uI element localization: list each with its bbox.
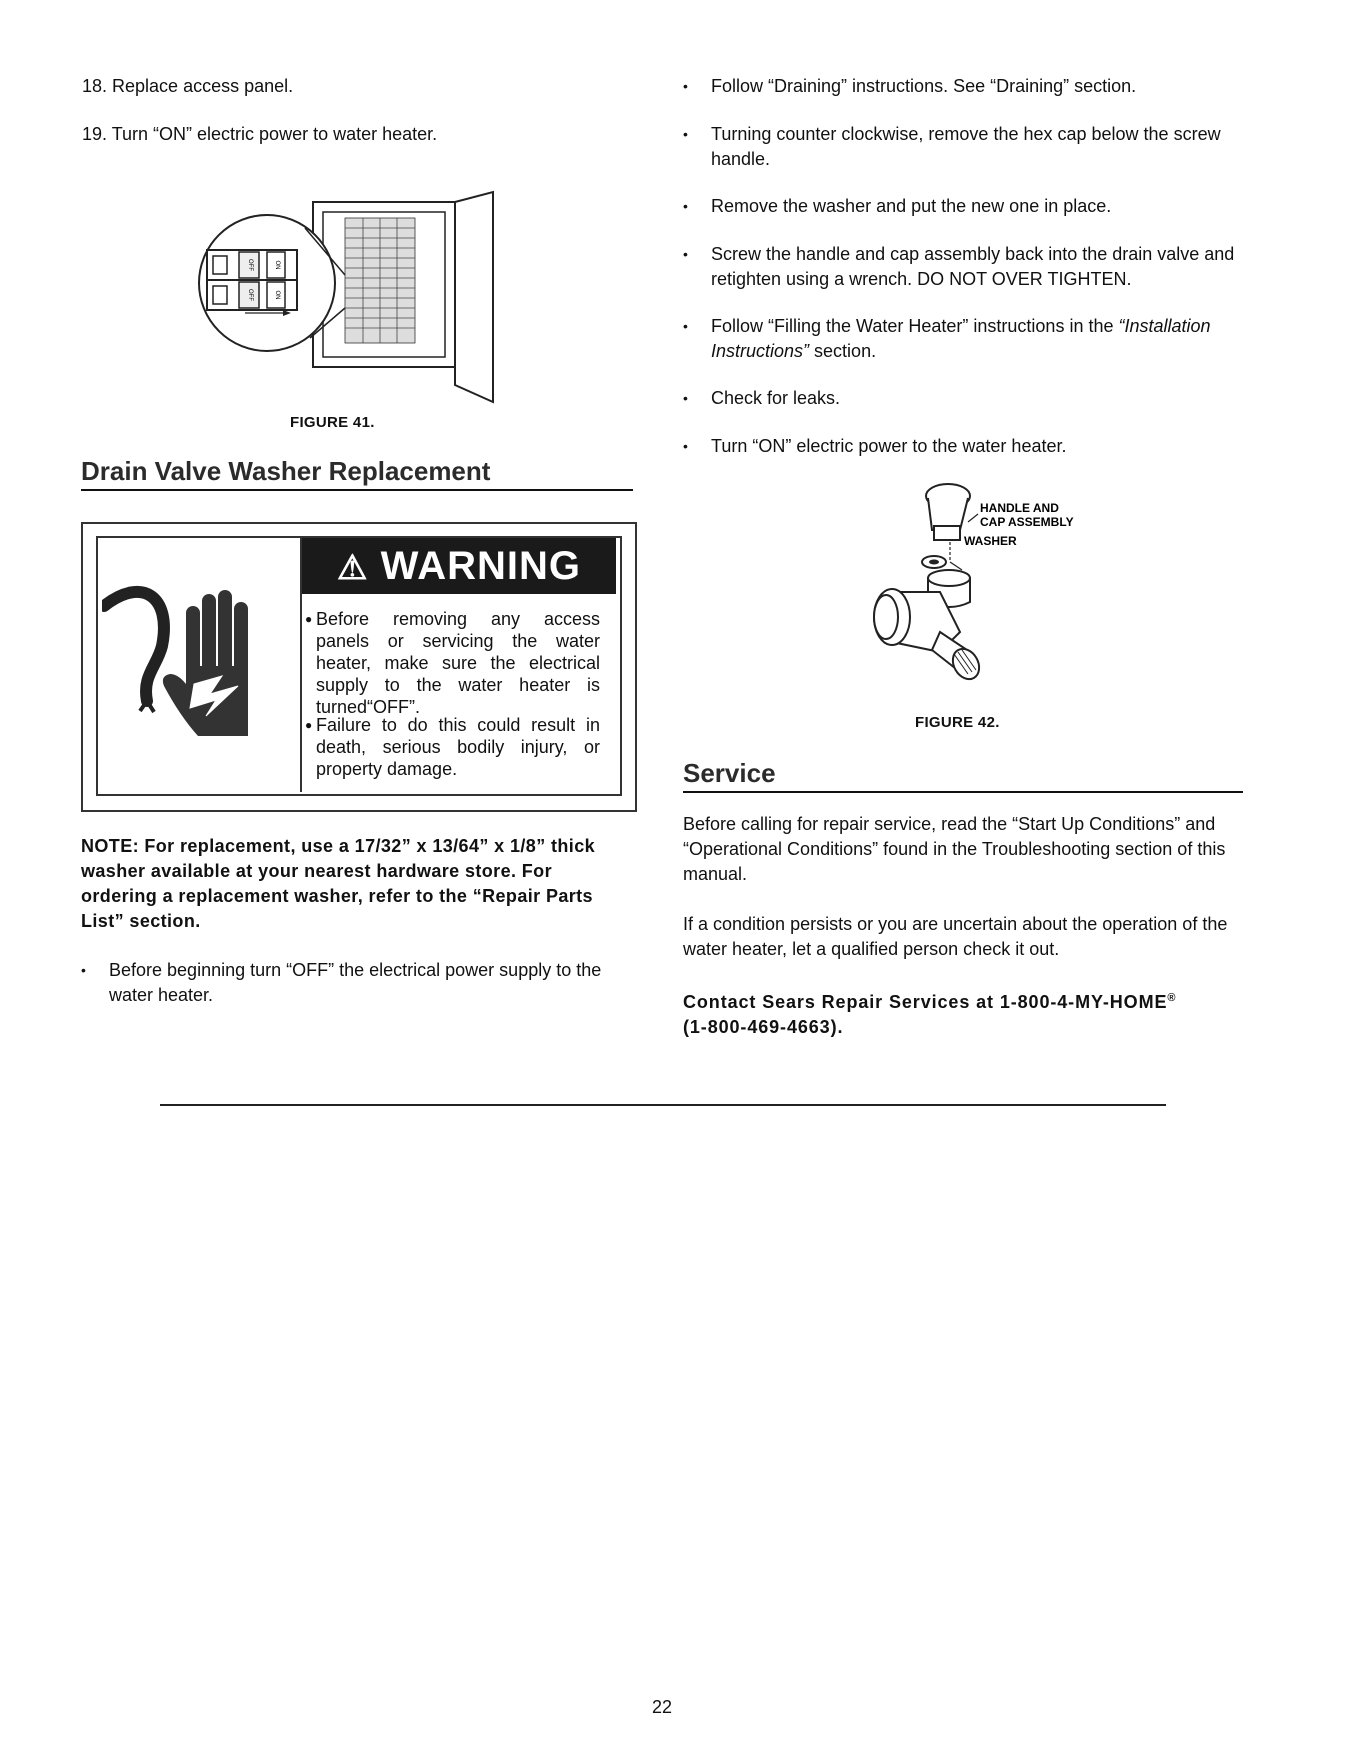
handle-label-line2: CAP ASSEMBLY — [980, 515, 1074, 529]
service-paragraph-2: If a condition persists or you are uncertain about the operation of the water heater, let a qualified person check it out. — [683, 914, 1228, 959]
figure-42-caption: FIGURE 42. — [915, 714, 1000, 731]
right-bullet-check-leaks-text: Check for leaks. — [711, 388, 841, 408]
before-beginning-bullet: • Before beginning turn “OFF” the electrical power supply to the water heater. — [81, 958, 633, 1008]
washer-label: WASHER — [964, 534, 1017, 548]
contact-line-2: (1-800-469-4663). — [683, 1017, 844, 1037]
filling-text-after: section. — [809, 341, 877, 361]
installation-instructions-ref: “Installation Instructions” — [711, 316, 1211, 361]
step-19: 19. Turn “ON” electric power to water heater. — [82, 124, 438, 144]
step-18: 18. Replace access panel. — [82, 76, 294, 96]
warning-triangle-icon: ⚠ — [337, 549, 369, 587]
right-bullet-check-leaks: • Check for leaks. — [683, 386, 1243, 411]
breaker-label-on-1: ON — [274, 260, 280, 270]
right-bullet-washer: • Remove the washer and put the new one in place. — [683, 194, 1243, 219]
right-bullet-filling: • Follow “Filling the Water Heater” instructions in the “Installation Instructions” section. — [683, 314, 1243, 364]
page-number: 22 — [652, 1697, 673, 1717]
right-bullet-hex-cap: • Turning counter clockwise, remove the hex cap below the screw handle. — [683, 122, 1243, 172]
page-divider — [160, 1104, 1166, 1106]
warning-bullet-1-text: Before removing any access panels or servicing the water heater, make sure the electrical supply to the water heater is turned“OFF”. — [316, 609, 600, 717]
breaker-label-on-2: ON — [274, 290, 280, 300]
replacement-note: NOTE: For replacement, use a 17/32” x 13/64” x 1/8” thick washer available at your nearest hardware store. For ordering a replacement washer, refer to the “Repair Parts List” section. — [81, 836, 596, 931]
right-bullet-screw-handle: • Screw the handle and cap assembly back into the drain valve and retighten using a wrench. DO NOT OVER TIGHTEN. — [683, 242, 1243, 292]
breaker-label-off-1: OFF — [247, 259, 253, 271]
right-bullet-draining-text: Follow “Draining” instructions. See “Draining” section. — [711, 76, 1137, 96]
right-bullet-power-on: • Turn “ON” electric power to the water heater. — [683, 434, 1243, 459]
warning-bullet-1: ● Before removing any access panels or servicing the water heater, make sure the electrical supply to the water heater is turned“OFF”. — [305, 609, 600, 717]
contact-line-1: Contact Sears Repair Services at 1-800-4-MY-HOME — [683, 992, 1168, 1012]
electric-shock-hand-icon — [102, 566, 288, 752]
contact-sears — [683, 986, 1263, 1040]
right-bullet-power-on-text: Turn “ON” electric power to the water heater. — [711, 436, 1067, 456]
warning-bullet-2-text: Failure to do this could result in death, serious bodily injury, or property damage. — [316, 715, 600, 779]
service-section-title: Service — [683, 758, 1243, 793]
right-bullet-filling-text — [711, 314, 1243, 364]
figure-41-caption: FIGURE 41. — [290, 414, 375, 431]
right-bullet-draining: • Follow “Draining” instructions. See “Draining” section. — [683, 74, 1243, 99]
right-bullet-hex-cap-text: Turning counter clockwise, remove the hex cap below the screw handle. — [711, 124, 1221, 169]
right-bullet-washer-text: Remove the washer and put the new one in place. — [711, 196, 1112, 216]
warning-banner — [302, 538, 616, 594]
warning-bullet-2: ● Failure to do this could result in death, serious bodily injury, or property damage. — [305, 715, 600, 779]
filling-text-before: Follow “Filling the Water Heater” instructions in the — [711, 316, 1119, 336]
handle-label-line1: HANDLE AND — [980, 501, 1059, 515]
warning-banner-text: WARNING — [380, 544, 581, 588]
right-bullet-screw-handle-text: Screw the handle and cap assembly back into the drain valve and retighten using a wrench. DO NOT OVER TIGHTEN. — [711, 244, 1235, 289]
figure-41-breaker-panel-illustration — [195, 190, 515, 405]
service-paragraph-1: Before calling for repair service, read the “Start Up Conditions” and “Operational Conditions” found in the Troubleshooting section of this manual. — [683, 814, 1226, 884]
before-beginning-text: Before beginning turn “OFF” the electrical power supply to the water heater. — [109, 960, 602, 1005]
figure-42-drain-valve-illustration — [810, 482, 1110, 687]
drain-valve-section-title: Drain Valve Washer Replacement — [81, 456, 633, 491]
registered-mark: ® — [1167, 992, 1177, 1004]
breaker-label-off-2: OFF — [247, 289, 253, 301]
